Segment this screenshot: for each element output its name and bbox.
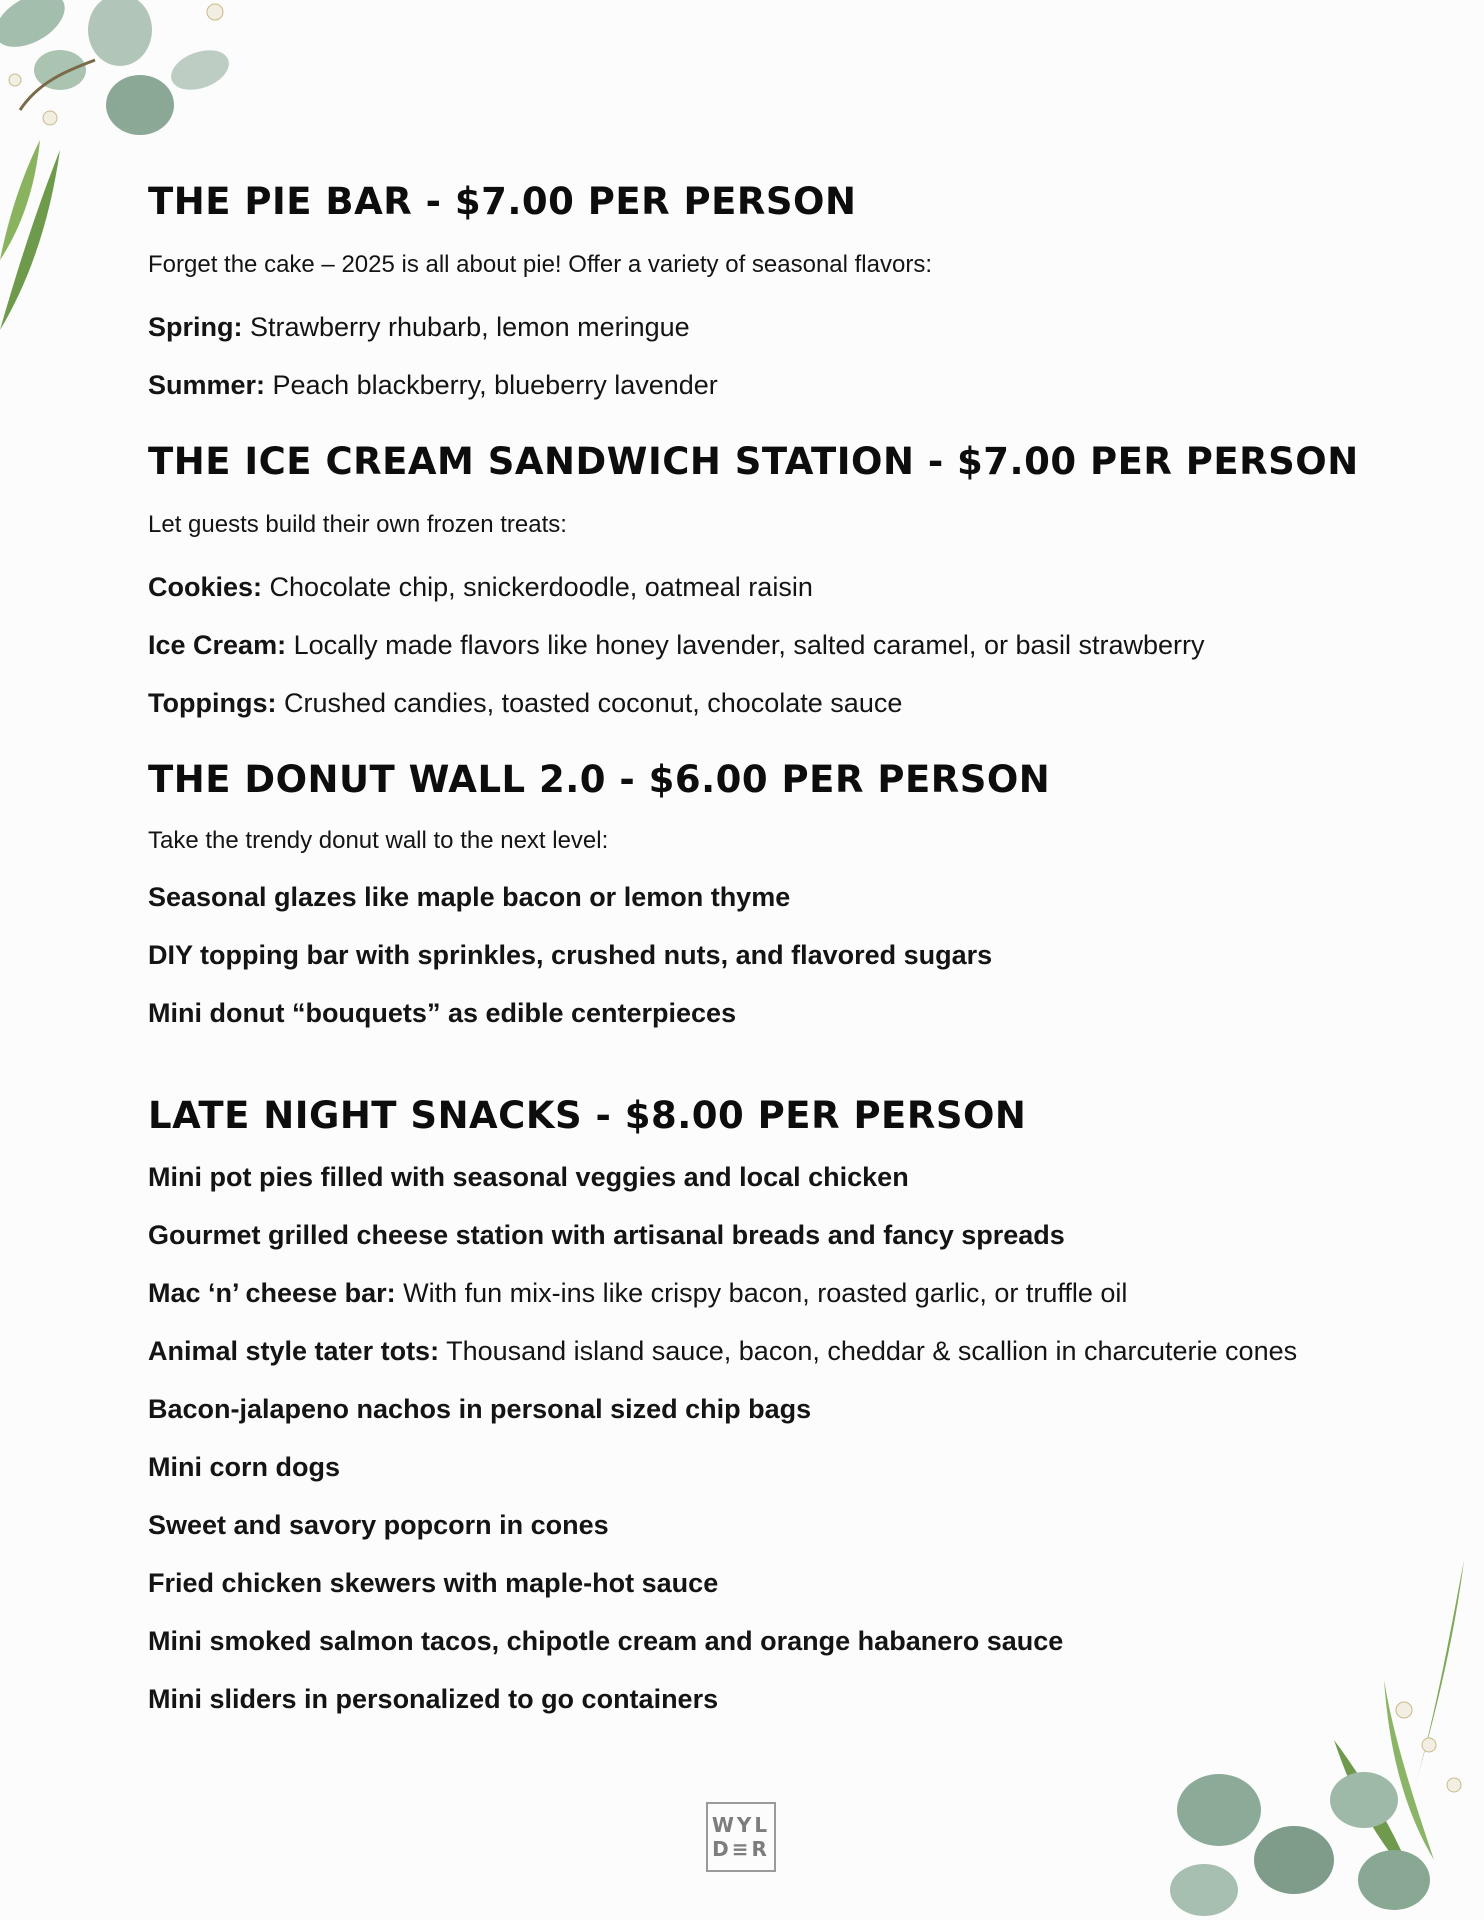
logo-line-1: WYL [711, 1813, 771, 1837]
item-text: Crushed candies, toasted coconut, chocolate sauce [276, 688, 903, 718]
wylder-logo [706, 1802, 776, 1872]
item-label: Toppings: [148, 688, 277, 718]
section-intro: Forget the cake – 2025 is all about pie! Offer a variety of seasonal flavors: [148, 251, 932, 278]
list-item: Mini donut “bouquets” as edible centerpieces [148, 998, 737, 1028]
item-text: Thousand island sauce, bacon, cheddar & scallion in charcuterie cones [439, 1336, 1298, 1366]
section-title: THE ICE CREAM SANDWICH STATION - $7.00 PER PERSON [148, 440, 1359, 483]
section-title: LATE NIGHT SNACKS - $8.00 PER PERSON [148, 1094, 1027, 1137]
section-late-night-snacks [148, 1092, 1448, 1718]
list-item [148, 684, 1448, 722]
list-item: Mini smoked salmon tacos, chipotle cream and orange habanero sauce [148, 1626, 1064, 1656]
list-item: Mini corn dogs [148, 1452, 340, 1482]
item-text: Locally made flavors like honey lavender, salted caramel, or basil strawberry [286, 630, 1205, 660]
list-item: Seasonal glazes like maple bacon or lemon thyme [148, 882, 791, 912]
list-item: Mini pot pies filled with seasonal veggies and local chicken [148, 1162, 909, 1192]
section-title: THE PIE BAR - $7.00 PER PERSON [148, 180, 857, 223]
item-label: Ice Cream: [148, 630, 287, 660]
section-pie-bar [148, 178, 1448, 404]
list-item [148, 308, 1448, 346]
item-text: Peach blackberry, blueberry lavender [265, 370, 718, 400]
list-item: DIY topping bar with sprinkles, crushed nuts, and flavored sugars [148, 940, 993, 970]
menu-content [148, 178, 1448, 1718]
list-item: Bacon-jalapeno nachos in personal sized chip bags [148, 1394, 812, 1424]
section-ice-cream-sandwich [148, 438, 1448, 722]
item-label: Mac ‘n’ cheese bar: [148, 1278, 396, 1308]
list-item: Gourmet grilled cheese station with artisanal breads and fancy spreads [148, 1220, 1065, 1250]
list-item: Sweet and savory popcorn in cones [148, 1510, 609, 1540]
section-title: THE DONUT WALL 2.0 - $6.00 PER PERSON [148, 758, 1051, 801]
logo-line-2: D≡R [712, 1837, 770, 1861]
item-label: Spring: [148, 312, 243, 342]
item-label: Animal style tater tots: [148, 1336, 440, 1366]
item-text: Strawberry rhubarb, lemon meringue [242, 312, 690, 342]
item-text: Chocolate chip, snickerdoodle, oatmeal raisin [262, 572, 813, 602]
section-donut-wall [148, 756, 1448, 1032]
item-text: With fun mix-ins like crispy bacon, roasted garlic, or truffle oil [395, 1278, 1128, 1308]
item-label: Cookies: [148, 572, 263, 602]
list-item: Mini sliders in personalized to go containers [148, 1684, 719, 1714]
list-item [148, 568, 1448, 606]
list-item [148, 1332, 1448, 1370]
section-intro: Let guests build their own frozen treats: [148, 511, 567, 538]
item-label: Summer: [148, 370, 266, 400]
list-item [148, 1274, 1448, 1312]
list-item [148, 626, 1448, 664]
list-item: Fried chicken skewers with maple-hot sauce [148, 1568, 719, 1598]
list-item [148, 366, 1448, 404]
section-intro: Take the trendy donut wall to the next level: [148, 827, 609, 854]
